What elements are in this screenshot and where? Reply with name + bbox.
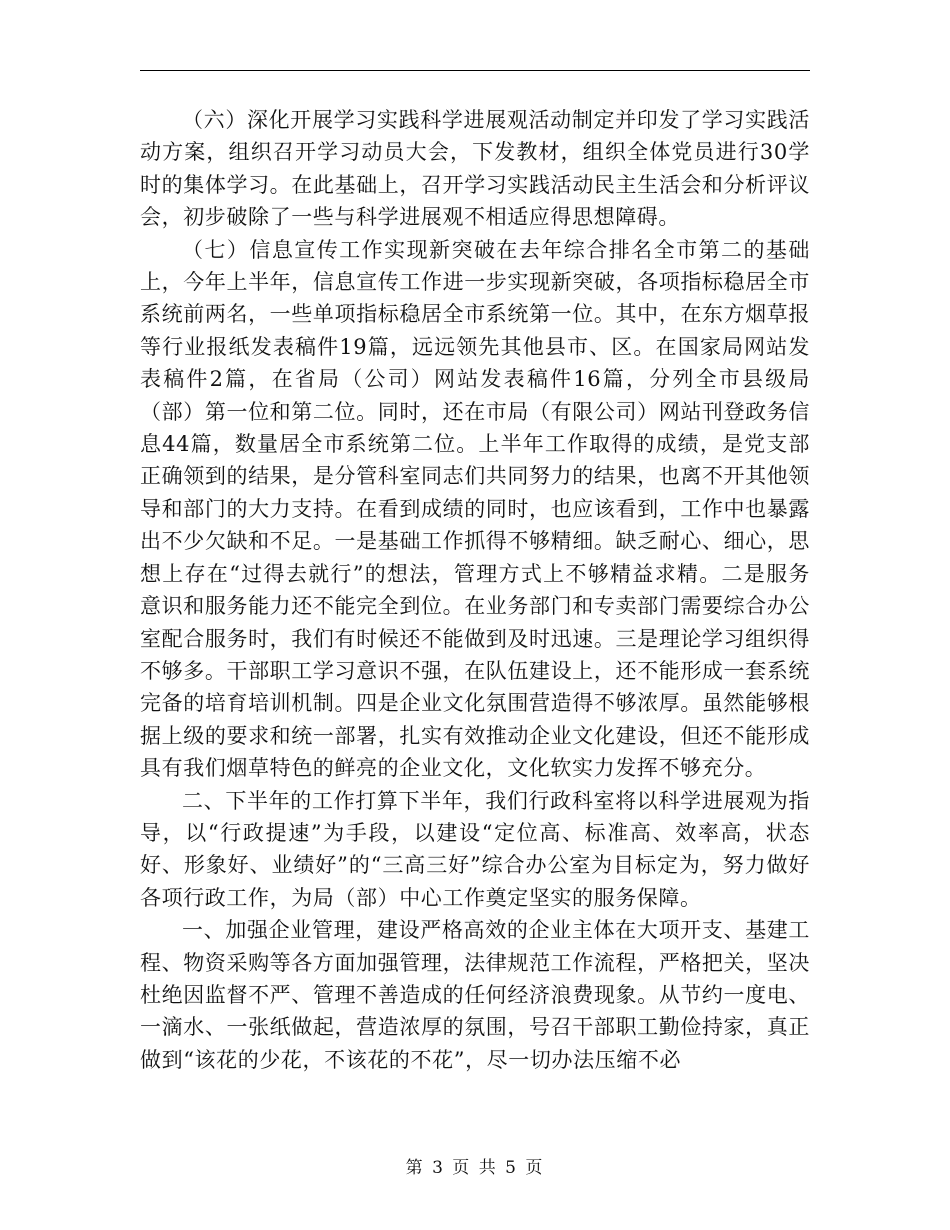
- paragraph-section-six: （六）深化开展学习实践科学进展观活动制定并印发了学习实践活动方案，组织召开学习动员大会，下发教材，组织全体党员进行30学时的集体学习。在此基础上，召开学习实践活动民主生活会和分析评议会，初步破除了一些与科学进展观不相适应得思想障碍。: [140, 108, 810, 230]
- paragraph-section-seven: （七）信息宣传工作实现新突破在去年综合排名全市第二的基础上，今年上半年，信息宣传工作进一步实现新突破，各项指标稳居全市系统前两名，一些单项指标稳居全市系统第一位。其中，在东方烟草报等行业报纸发表稿件19篇，远远领先其他县市、区。在国家局网站发表稿件2篇，在省局（公司）网站发表稿件16篇，分列全市县级局（部）第一位和第二位。同时，还在市局（有限公司）网站刊登政务信息44篇，数量居全市系统第二位。上半年工作取得的成绩，是党支部正确领到的结果，是分管科室同志们共同努力的结果，也离不开其他领导和部门的大力支持。在看到成绩的同时，也应该看到，工作中也暴露出不少欠缺和不足。一是基础工作抓得不够精细。缺乏耐心、细心，思想上存在“过得去就行”的想法，管理方式上不够精益求精。二是服务意识和服务能力还不能完全到位。在业务部门和专卖部门需要综合办公室配合服务时，我们有时候还不能做到及时迅速。三是理论学习组织得不够多。干部职工学习意识不强，在队伍建设上，还不能形成一套系统完备的培育培训机制。四是企业文化氛围营造得不够浓厚。虽然能够根据上级的要求和统一部署，扎实有效推动企业文化建设，但还不能形成具有我们烟草特色的鲜亮的企业文化，文化软实力发挥不够充分。: [140, 237, 810, 781]
- header-rule: [140, 70, 810, 71]
- page-number-footer: 第 3 页 共 5 页: [405, 1158, 545, 1178]
- paragraph-enterprise-management: 一、加强企业管理，建设严格高效的企业主体在大项开支、基建工程、物资采购等各方面加强管理，法律规范工作流程，严格把关，坚决杜绝因监督不严、管理不善造成的任何经济浪费现象。从节约一度电、一滴水、一张纸做起，营造浓厚的氛围，号召干部职工勤俭持家，真正做到“该花的少花，不该花的不花”，尽一切办法压缩不必: [140, 918, 810, 1072]
- document-body: [140, 104, 810, 1076]
- paragraph-second-half-plan: 二、下半年的工作打算下半年，我们行政科室将以科学进展观为指导，以“行政提速”为手段，以建设“定位高、标准高、效率高，状态好、形象好、业绩好”的“三高三好”综合办公室为目标定为，努力做好各项行政工作，为局（部）中心工作奠定坚实的服务保障。: [140, 788, 810, 910]
